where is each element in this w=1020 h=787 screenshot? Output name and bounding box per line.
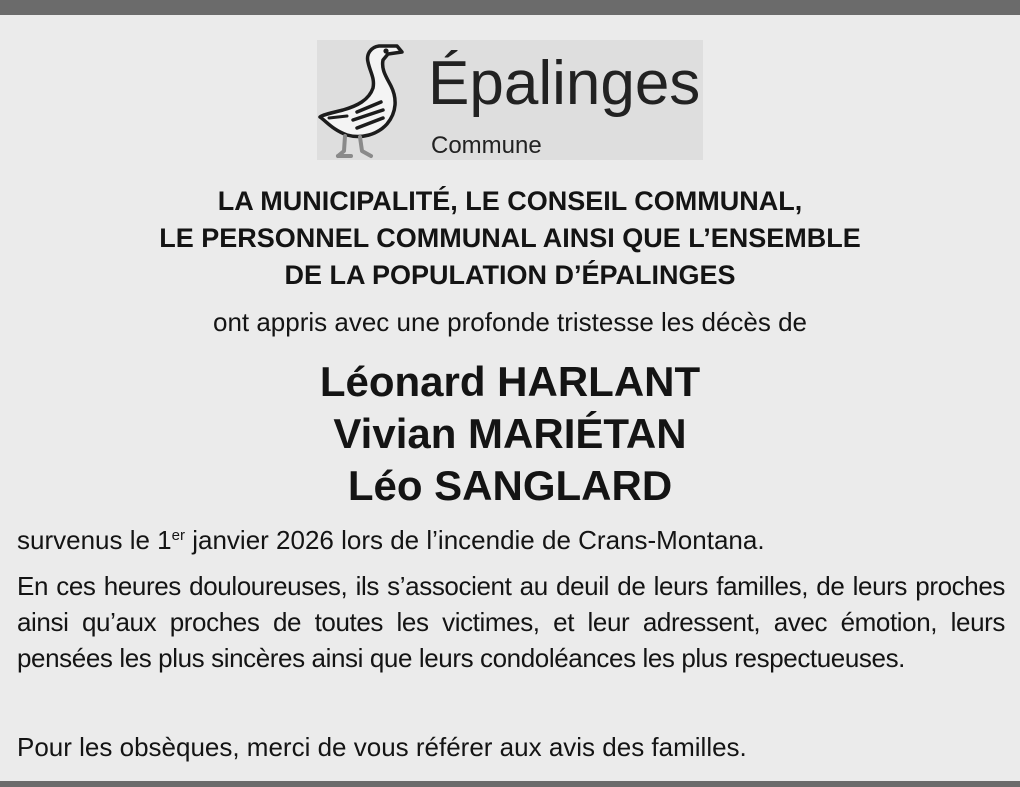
intro-sentence: ont appris avec une profonde tristesse les décès de: [212, 307, 808, 337]
date-ordinal-suffix: er: [171, 527, 185, 544]
condolences-paragraph: En ces heures douloureuses, ils s’associent au deuil de leurs familles, de leurs proches ainsi qu’aux proches de toutes les victimes, et leur adressent, avec émotion, leurs pensées les plus sincères ainsi que leurs condoléances les plus respectueuses.: [17, 571, 1005, 673]
announcement-heading: [0, 183, 1020, 294]
date-paragraph: [17, 522, 1005, 558]
deceased-name: Léonard HARLANT: [319, 358, 701, 405]
deceased-name: Léo SANGLARD: [347, 462, 673, 509]
bottom-border: [0, 781, 1020, 787]
heading-line: LE PERSONNEL COMMUNAL AINSI QUE L’ENSEMBLE: [159, 223, 861, 253]
heading-line: LA MUNICIPALITÉ, LE CONSEIL COMMUNAL,: [217, 186, 803, 216]
deceased-name: Vivian MARIÉTAN: [333, 410, 687, 457]
logo-commune-subtitle: Commune: [431, 132, 542, 159]
top-border: [0, 0, 1020, 15]
date-text-end: janvier 2026 lors de l’incendie de Crans-Montana.: [185, 525, 765, 555]
date-text-start: survenus le 1: [17, 525, 172, 555]
funeral-paragraph: Pour les obsèques, merci de vous référer aux avis des familles.: [17, 732, 747, 762]
heading-line: DE LA POPULATION D’ÉPALINGES: [284, 260, 736, 290]
deceased-names: [0, 356, 1020, 512]
goose-icon: [317, 40, 427, 160]
commune-logo: [317, 40, 703, 160]
logo-commune-name: Épalinges: [428, 49, 701, 118]
